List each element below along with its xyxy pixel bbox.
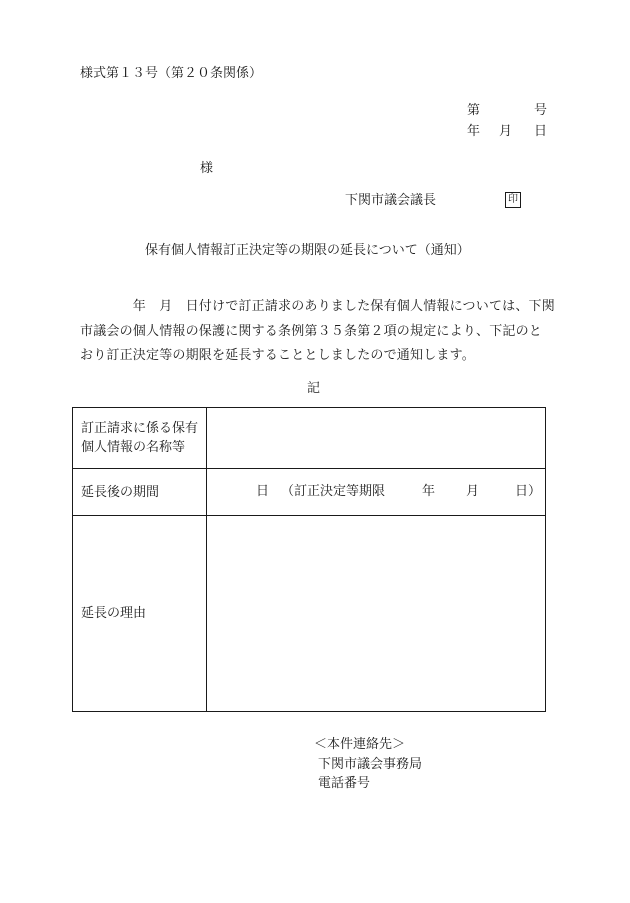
- seal-mark: 印: [505, 192, 521, 208]
- contact-phone-label: 電話番号: [318, 776, 371, 791]
- reason-value: [207, 516, 546, 712]
- notice-body: [80, 295, 555, 369]
- doc-number-prefix: 第: [467, 103, 481, 118]
- period-year-unit: 年: [422, 484, 436, 499]
- record-name-value: [207, 408, 546, 469]
- date-year-unit: 年: [467, 124, 481, 139]
- extended-period-value: [207, 469, 546, 516]
- record-name-label-line2: 個人情報の名称等: [81, 440, 186, 455]
- body-line-3: おり訂正決定等の期限を延長することとしましたので通知します。: [80, 348, 475, 363]
- period-month-unit: 月: [466, 484, 480, 499]
- doc-number-suffix: 号: [534, 103, 548, 118]
- record-name-label-line1: 訂正請求に係る保有: [81, 421, 199, 436]
- body-line-1: 年 月 日付けで訂正請求のありました保有個人情報については、下関: [80, 299, 555, 314]
- table-row-record-name: [73, 408, 546, 469]
- contact-heading: ＜本件連絡先＞: [314, 737, 406, 752]
- form-number: 様式第１３号（第２０条関係）: [80, 66, 263, 81]
- contact-block: [314, 735, 422, 794]
- period-day-close: 日）: [515, 484, 542, 499]
- ki-heading: 記: [307, 381, 321, 396]
- sender-title: 下関市議会議長: [345, 193, 437, 208]
- reason-label: 延長の理由: [73, 516, 207, 712]
- body-line-2: 市議会の個人情報の保護に関する条例第３５条第２項の規定により、下記のと: [80, 323, 543, 339]
- table-row-reason: [73, 516, 546, 712]
- document-title: 保有個人情報訂正決定等の期限の延長について（通知）: [145, 243, 470, 258]
- addressee-honorific: 様: [200, 161, 214, 176]
- detail-table: [72, 407, 546, 712]
- date-month-unit: 月: [499, 124, 513, 139]
- record-name-label: [73, 408, 207, 469]
- table-row-extended-period: [73, 469, 546, 516]
- period-days-unit: 日: [256, 484, 270, 499]
- period-deadline-open: （訂正決定等期限: [281, 484, 386, 499]
- extended-period-label: 延長後の期間: [73, 469, 207, 516]
- contact-office: 下関市議会事務局: [318, 756, 423, 772]
- date-day-unit: 日: [534, 124, 548, 139]
